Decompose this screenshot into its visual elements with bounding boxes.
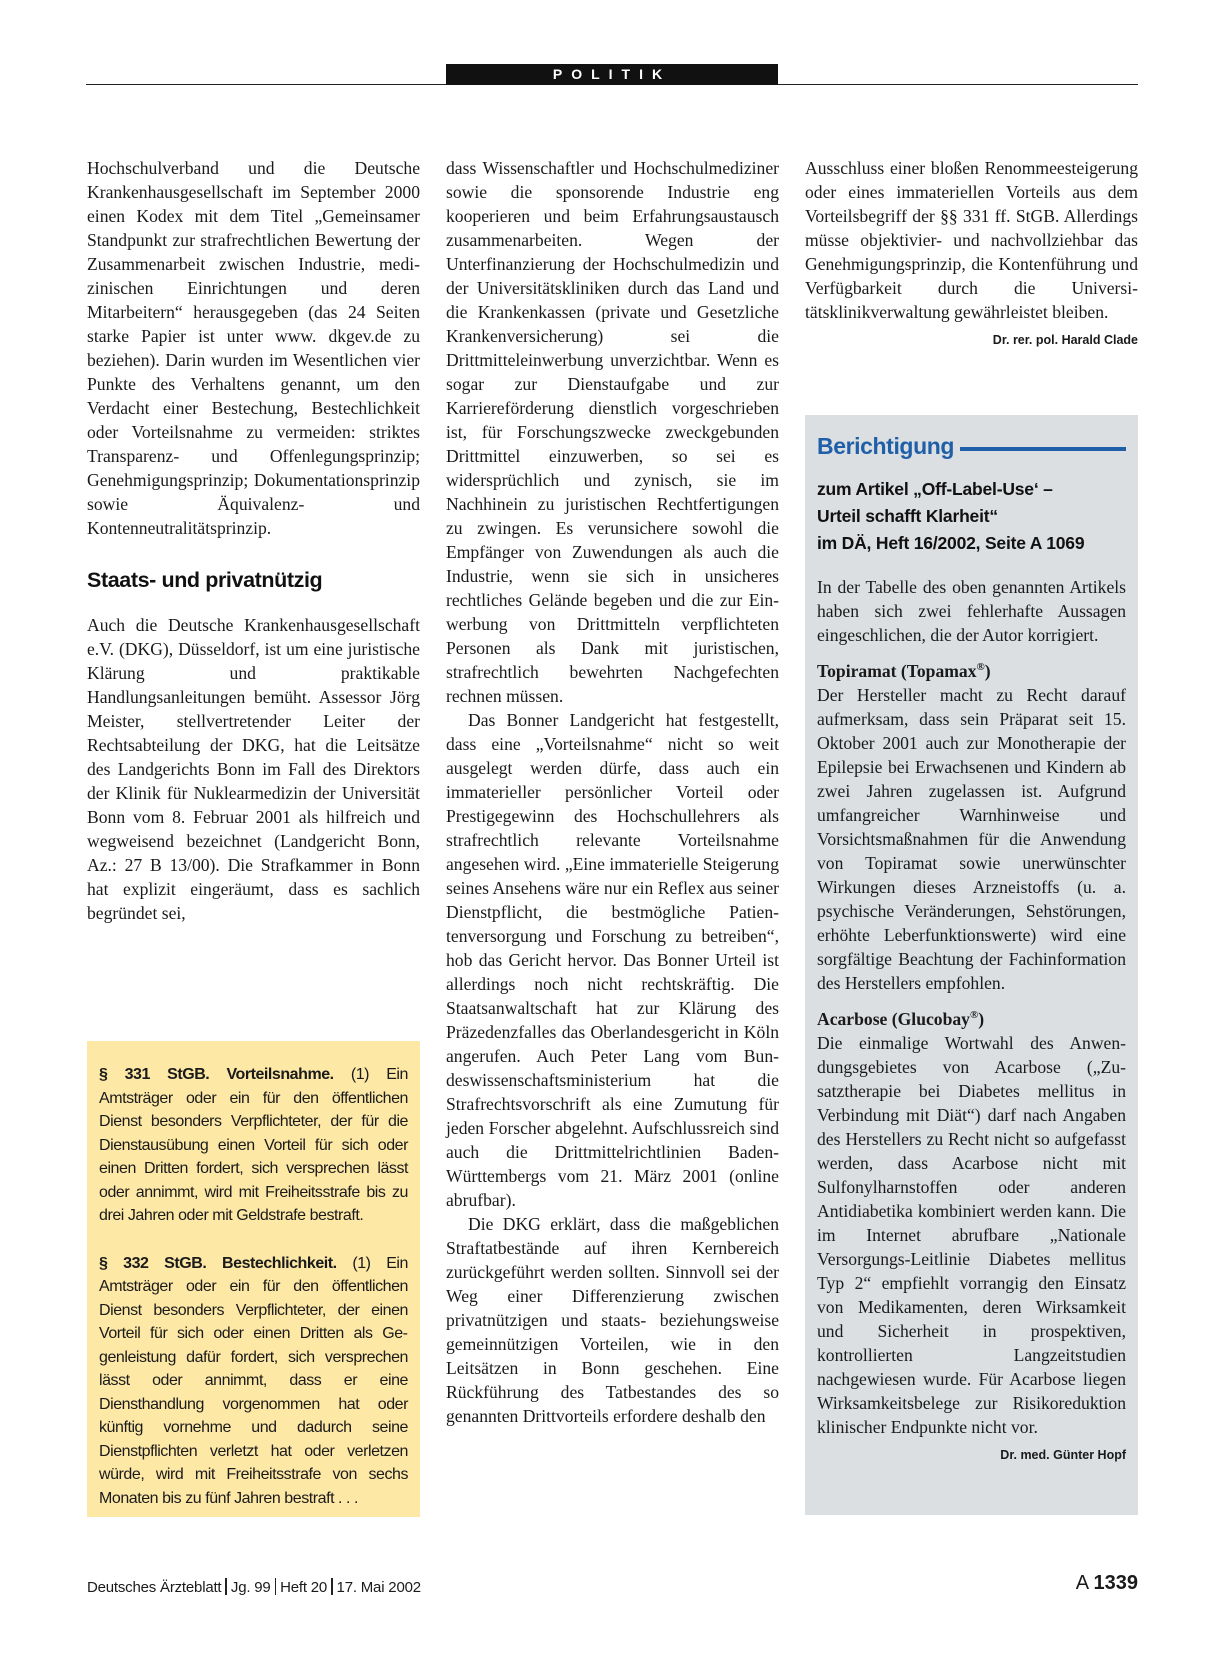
- volume: Jg. 99: [230, 1579, 271, 1596]
- drug-heading: [817, 659, 1126, 683]
- paren: ): [978, 1009, 985, 1029]
- section-label: POLITIK: [446, 64, 778, 85]
- law-paragraph-332: [99, 1252, 408, 1511]
- paragraph: Das Bonner Landgericht hat festgestellt, dass eine „Vorteilsnahme“ nicht so weit ausgelegt werden dürfe, dass auch ein immaterieller persönlicher Vorteil oder Prestigegewinn des Hochschullehrers als strafrechtlich relevante Vorteilsnahme angesehen wird. „Eine immaterielle Steigerung seines Ansehens wäre nur ein Reflex aus seiner Dienstpflicht, die bestmögliche Patientenversorgung und Forschung zu betreiben“, hob das Gericht hervor. Das Bonner Urteil ist allerdings noch nicht rechtskräftig. Die Staatsanwaltschaft hat zur Klärung des Präzedenzfalles das Oberlandesgericht in Köln angerufen. Auch Peter Lang vom Bundeswissenschaftsministerium hat die Strafrechtsvorschrift als eine Zumutung für jeden Forscher abgelehnt. Aufschlussreich sind auch die Drittmittelrichtlinien Baden-Württembergs vom 21. März 2001 (online abrufbar).: [446, 710, 779, 1210]
- paragraph: [805, 156, 1138, 347]
- drug-name: Topiramat (Topamax: [817, 661, 977, 681]
- drug-text-body: Die einmalige Wortwahl des Anwendungsgebietes von Acarbose („Zusatztherapie bei Diabetes mellitus in Verbindung mit Diät“) darf nach Angaben des Herstellers zu Recht nicht so aufgefasst werden, dass Acarbose nicht mit Sulfonylharnstoffen oder anderen Antidiabetika kombiniert werden kann. Die im Internet abrufbare „Nationale Versorgungs-Leitlinie Diabetes mellitus Typ 2“ empfiehlt vorrangig den Einsatz von Medikamenten, deren Wirksamkeit und Sicherheit in prospektiven, kontrollierten Langzeitstudien nachgewiesen wurde. Für Acarbose liegen Wirksamkeitsbelege zur Risikoreduktion klinischer Endpunkte nicht vor.: [817, 1033, 1126, 1437]
- reference-line: Urteil schafft Klarheit“: [817, 506, 998, 526]
- footer: [87, 1578, 421, 1596]
- law-title: § 332 StGB. Bestechlichkeit.: [99, 1254, 337, 1272]
- journal-name: Deutsches Ärzteblatt: [87, 1579, 222, 1596]
- law-excerpt-box: [87, 1041, 420, 1517]
- reference-line: im DÄ, Heft 16/2002, Seite A 1069: [817, 533, 1085, 553]
- paragraph: Hochschulverband und die Deutsche Krankenhausgesellschaft im September 2000 einen Kodex mit dem Titel „Gemeinsamer Standpunkt zur strafrechtlichen Bewertung der Zusammenarbeit zwischen Industrie, medizinischen Einrichtungen und deren Mitarbeitern“ herausgegeben (das 24 Seiten starke Papier ist unter www. dkgev.de zu beziehen). Darin wurden im Wesentlichen vier Punkte des Verhaltens genannt, um den Verdacht einer Bestechung, Bestechlichkeit oder Vorteilsnahme zu vermeiden: striktes Transparenz- und Offenlegungsprinzip; Genehmigungsprinzip; Dokumentationsprinzip sowie Äquivalenz- und Kontenneutralitätsprinzip.: [87, 158, 420, 538]
- law-text: (1) Ein Amtsträger oder ein für den öffentlichen Dienst besonders Verpflichteter, der für die Dienstausübung einen Vorteil für sich oder einen Dritten fordert, sich versprechen lässt oder annimmt, wird mit Freiheitsstrafe bis zu drei Jahren oder mit Geldstrafe bestraft.: [99, 1066, 408, 1224]
- paragraph: Die DKG erklärt, dass die maßgeblichen Straftatbestände auf ihren Kernbereich zurückgeführt werden sollten. Sinnvoll sei der Weg einer Differenzierung zwischen privatnützigen und staats- beziehungsweise gemeinnützigen Vorteilen, wie in den Leitsätzen in Bonn geschehen. Eine Rückführung des Tatbestandes des so genannten Drittvorteils erfordere deshalb den: [446, 1214, 779, 1426]
- correction-reference: [817, 476, 1126, 557]
- drug-name: Acarbose (Glucobay: [817, 1009, 970, 1029]
- column-1: [87, 156, 420, 925]
- registered-mark: ®: [969, 1009, 979, 1022]
- drug-text: Der Hersteller macht zu Recht darauf aufmerksam, dass sein Präparat seit 15. Oktober 2001 auch zur Monotherapie der Epilepsie bei Erwachsenen und Kindern ab zwei Jahren zugelassen ist. Aufgrund umfangreicher Warnhinweise und Vorsichtsmaßnahmen für die Anwendung von Topiramat sowie unerwünschter Wirkungen dieses Arzneistoffs (u. a. psychische Veränderungen, Sehstörungen, erhöhte Leberfunktionswerte) wird eine sorgfältige Beachtung der Fachinformation des Herstellers empfohlen.: [817, 685, 1126, 993]
- separator: [275, 1578, 277, 1595]
- column-3: [805, 156, 1138, 352]
- registered-mark: ®: [976, 661, 985, 674]
- drug-heading: [817, 1007, 1126, 1031]
- page-number: [1076, 1572, 1138, 1595]
- drug-text: [817, 1031, 1126, 1462]
- date: 17. Mai 2002: [336, 1579, 421, 1596]
- author-byline: Dr. rer. pol. Harald Clade: [992, 333, 1138, 347]
- author-byline: Dr. med. Günter Hopf: [1000, 1448, 1126, 1462]
- correction-title-row: [817, 433, 1126, 460]
- column-2: [446, 156, 779, 1428]
- subheading: Staats- und privatnützig: [87, 568, 323, 592]
- title-rule: [960, 447, 1126, 451]
- paren: ): [984, 661, 991, 681]
- issue: Heft 20: [280, 1579, 328, 1596]
- correction-intro: In der Tabelle des oben genannten Artikels haben sich zwei fehlerhafte Aussagen eingeschlichen, die der Autor korrigiert.: [817, 577, 1126, 645]
- page-prefix: A: [1075, 1572, 1088, 1594]
- correction-box: [805, 415, 1138, 1515]
- law-text: (1) Ein Amtsträger oder ein für den öffentlichen Dienst besonders Verpflichteter, der einen Vorteil für sich oder einen Dritten als Gegenleistung dafür fordert, sich versprechen lässt oder annimmt, dass er eine Diensthandlung vorgenommen hat oder künftig vornehme und dadurch seine Dienstpflichten verletzt hat oder verletzen würde, wird mit Freiheitsstrafe von sechs Monaten bis zu fünf Jahren bestraft . . .: [99, 1254, 408, 1507]
- paragraph-text: Ausschluss einer bloßen Renommeesteigerung oder eines immateriellen Vorteils aus dem Vorteilsbegriff der §§ 331 ff. StGB. Allerdings müsse objektivier- und nachvollziehbar das Genehmigungsprinzip, die Kontenführung und Verfügbarkeit durch die Universitätsklinikverwaltung gewährleistet bleiben.: [805, 158, 1138, 322]
- page-number-value: 1339: [1093, 1572, 1138, 1594]
- law-title: § 331 StGB. Vorteilsnahme.: [99, 1066, 334, 1083]
- separator: [331, 1578, 333, 1595]
- correction-title: Berichtigung: [817, 433, 955, 459]
- paragraph: Auch die Deutsche Krankenhausgesellschaft e.V. (DKG), Düsseldorf, ist um eine juristische Klärung und praktikable Handlungsanleitungen bemüht. Assessor Jörg Meister, stellvertretender Leiter der Rechtsabteilung der DKG, hat die Leitsätze des Landgerichts Bonn im Fall des Direktors der Klinik für Nuklearmedizin der Universität Bonn vom 8. Februar 2001 als hilfreich und wegweisend bezeichnet (Landgericht Bonn, Az.: 27 B 13/00). Die Strafkammer in Bonn hat explizit eingeräumt, dass es sachlich begründet sei,: [87, 615, 420, 923]
- separator: [225, 1578, 227, 1595]
- law-paragraph-331: [99, 1063, 408, 1228]
- reference-line: zum Artikel „Off-Label-Use‘ –: [817, 479, 1053, 499]
- paragraph: dass Wissenschaftler und Hochschulmediziner sowie die sponsorende Industrie eng kooperieren und beim Erfahrungsaustausch zusammenarbeiten. Wegen der Unterfinanzierung der Hochschulmedizin und der Universitätskliniken durch das Land und die Krankenkassen (private und Gesetzliche Krankenversicherung) sei die Drittmitteleinwerbung unverzichtbar. Wenn es sogar zur Dienstaufgabe und zur Karriereförderung dienstlich vorgeschrieben ist, für Forschungszwecke zweckgebunden Drittmittel einzuwerben, so sei es widersprüchlich und zynisch, sie im Nachhinein zu juristischen Rechtfertigungen zu zwingen. Es verunsichere sowohl die Empfänger von Zuwendungen als auch die Industrie, wenn sie sich in unsicheres rechtliches Gelände begeben und die zur Einwerbung von Drittmitteln verpflichteten Personen als Dank mit juristischen, strafrechtlich bewehrten Nachgefechten rechnen müssen.: [446, 158, 779, 706]
